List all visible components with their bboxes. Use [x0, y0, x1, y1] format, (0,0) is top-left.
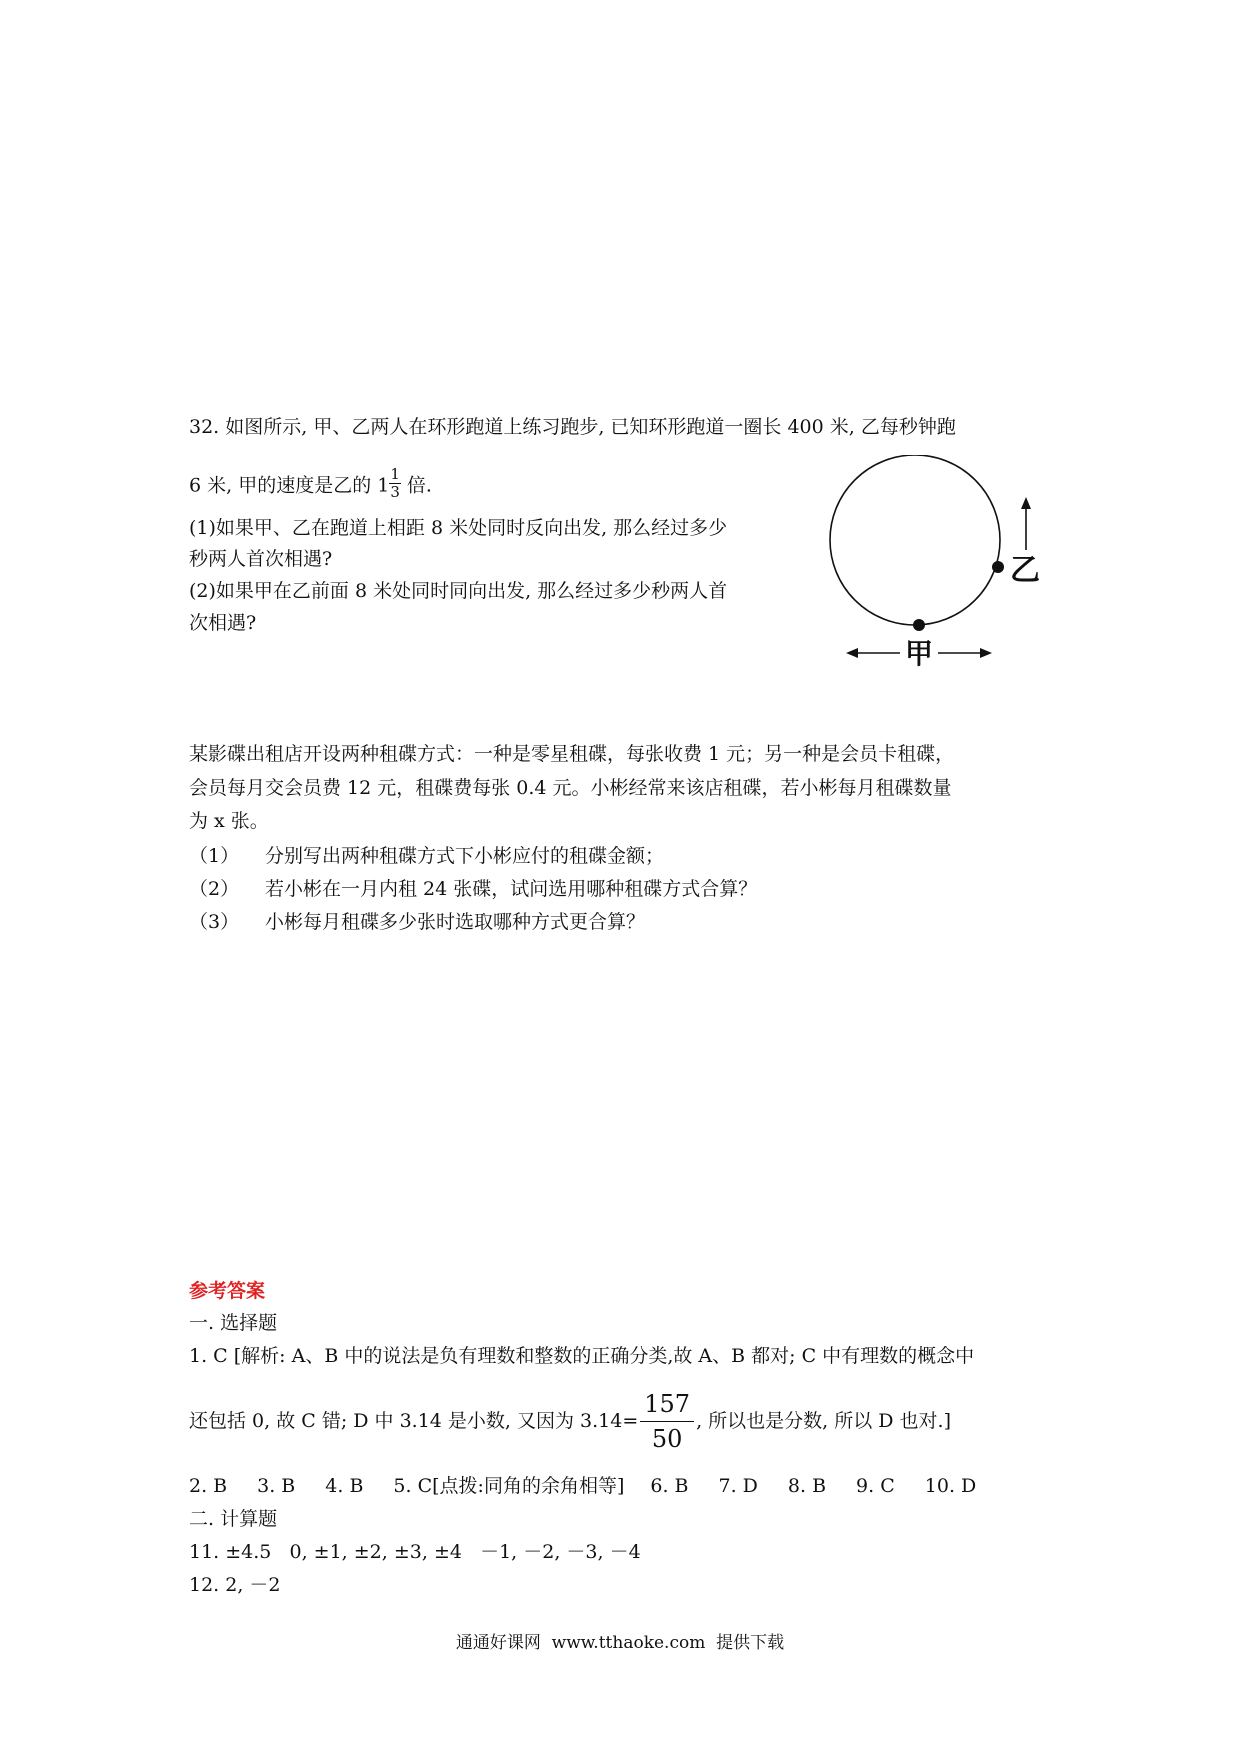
- rental-line1: 某影碟出租店开设两种租碟方式：一种是零星租碟，每张收费 1 元；另一种是会员卡租碟，: [189, 743, 955, 765]
- rental-line3: 为 x 张。: [189, 810, 269, 832]
- q32-line2: [189, 465, 432, 503]
- answer-choice: 5. C[点拨:同角的余角相等]: [393, 1475, 625, 1497]
- answer-1-line2-pre: 还包括 0, 故 C 错; D 中 3.14 是小数, 又因为 3.14=: [189, 1409, 639, 1432]
- rental-item-1: [189, 847, 664, 866]
- rental-item-3: [189, 913, 645, 932]
- rental-item-text: 分别写出两种租碟方式下小彬应付的租碟金额；: [265, 845, 665, 867]
- q32-line2-post: 倍.: [400, 474, 432, 497]
- q32-line2-pre: 6 米, 甲的速度是乙的 1: [189, 474, 390, 497]
- answers-section-choice: 一. 选择题: [189, 1312, 278, 1334]
- jia-left-arrow-head: [846, 648, 858, 658]
- answer-choice: 8. B: [787, 1475, 827, 1497]
- answer-1-line1: 1. C [解析: A、B 中的说法是负有理数和整数的正确分类,故 A、B 都对; C 中有理数的概念中: [189, 1345, 975, 1367]
- rental-item-number: （1）: [189, 845, 240, 867]
- q32-line1: 32. 如图所示, 甲、乙两人在环形跑道上练习跑步, 已知环形跑道一圈长 400 米, 乙每秒钟跑: [189, 416, 956, 438]
- q32-part2-line2: 次相遇?: [189, 612, 257, 634]
- answer-1-fraction: [640, 1390, 694, 1454]
- answer-choice: 6. B: [650, 1475, 689, 1497]
- answer-1-line2: [189, 1390, 951, 1454]
- answer-choice: 7. D: [718, 1475, 758, 1497]
- runner-jia-dot: [913, 619, 925, 631]
- label-yi: 乙: [1010, 553, 1040, 588]
- answer-choice: 3. B: [257, 1475, 296, 1497]
- q32-part1-line1: (1)如果甲、乙在跑道上相距 8 米处同时反向出发, 那么经过多少: [189, 517, 728, 539]
- answer-11: 11. ±4.5 0, ±1, ±2, ±3, ±4 －1, －2, －3, －4: [189, 1541, 641, 1563]
- answers-choices-row: [189, 1477, 976, 1496]
- answer-choice: 9. C: [856, 1475, 895, 1497]
- answer-1-fraction-denominator: 50: [651, 1424, 683, 1453]
- answer-1-line2-post: , 所以也是分数, 所以 D 也对.]: [696, 1409, 952, 1432]
- jia-right-arrow-head: [980, 648, 992, 658]
- q32-part1-line2: 秒两人首次相遇?: [189, 548, 333, 570]
- page-footer: 通通好课网 www.tthaoke.com 提供下载: [455, 1633, 785, 1653]
- track-figure: [820, 455, 1070, 675]
- rental-item-number: （2）: [189, 878, 240, 900]
- answer-1-fraction-numerator: 157: [640, 1390, 694, 1422]
- rental-line2: 会员每月交会员费 12 元，租碟费每张 0.4 元。小彬经常来该店租碟，若小彬每月租碟数量: [189, 777, 952, 799]
- answer-choice: 2. B: [189, 1475, 228, 1497]
- q32-fraction-denominator: 3: [390, 483, 400, 501]
- track-circle: [830, 455, 1000, 625]
- yi-direction-arrow-head: [1021, 497, 1031, 509]
- answers-title: 参考答案: [189, 1280, 266, 1302]
- answers-section-calc: 二. 计算题: [189, 1508, 278, 1530]
- rental-item-text: 小彬每月租碟多少张时选取哪种方式更合算？: [265, 911, 646, 933]
- rental-item-2: [189, 880, 757, 899]
- runner-yi-dot: [992, 561, 1004, 573]
- q32-part2-line1: (2)如果甲在乙前面 8 米处同时同向出发, 那么经过多少秒两人首: [189, 580, 728, 602]
- label-jia: 甲: [904, 637, 934, 670]
- answer-12: 12. 2, －2: [189, 1574, 281, 1596]
- q32-fraction: [389, 467, 401, 500]
- answer-choice: 4. B: [325, 1475, 364, 1497]
- rental-item-text: 若小彬在一月内租 24 张碟，试问选用哪种租碟方式合算？: [265, 878, 758, 900]
- rental-item-number: （3）: [189, 911, 240, 933]
- answer-choice: 10. D: [924, 1475, 977, 1497]
- q32-fraction-numerator: 1: [390, 465, 400, 483]
